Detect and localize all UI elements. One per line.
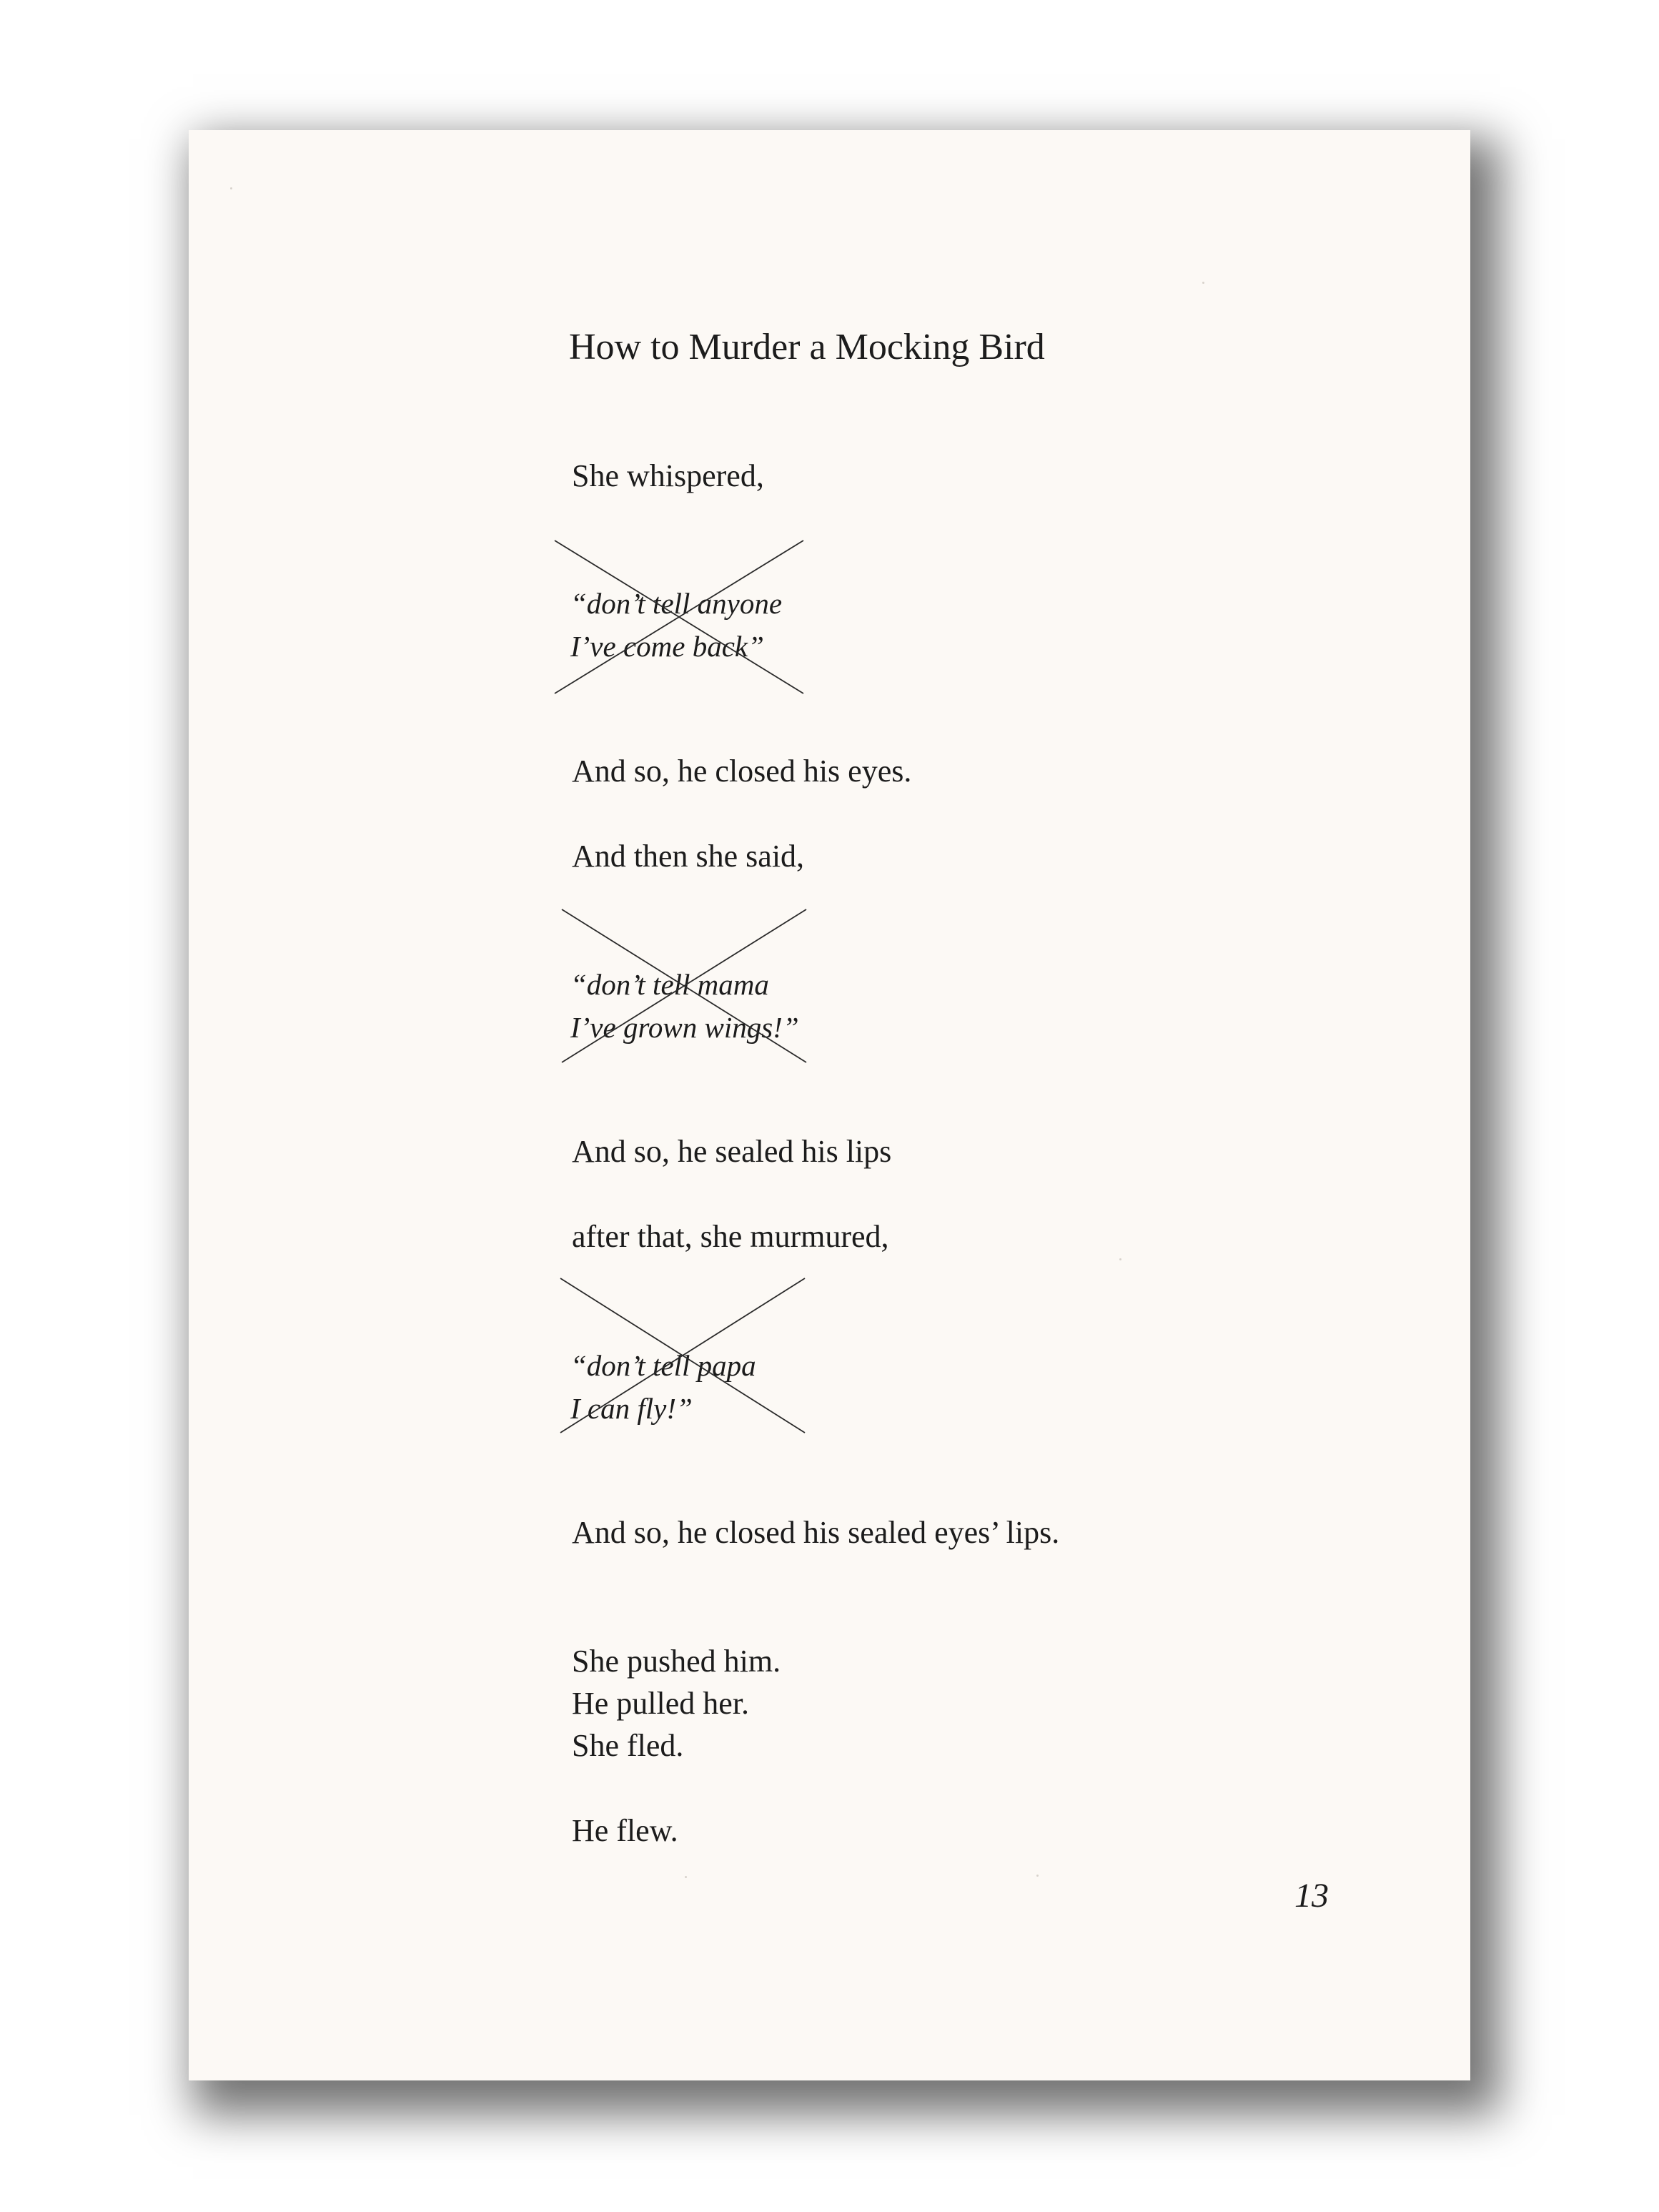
quote-line: I can fly!” xyxy=(570,1392,693,1425)
paper-speck xyxy=(1119,1258,1121,1260)
quote-line: “don’t tell anyone xyxy=(570,587,783,620)
strike-through-cross xyxy=(559,1277,806,1434)
poem-line: He flew. xyxy=(572,1813,678,1848)
poem-line: And so, he closed his eyes. xyxy=(572,754,912,789)
poem-line: And so, he closed his sealed eyes’ lips. xyxy=(572,1515,1060,1550)
poem-line: after that, she murmured, xyxy=(572,1219,889,1254)
poem-line: He pulled her. xyxy=(572,1686,750,1721)
paper-speck xyxy=(1036,1875,1039,1877)
quote-line: “don’t tell papa xyxy=(570,1349,756,1382)
paper-speck xyxy=(230,187,232,189)
poem-line: She whispered, xyxy=(572,458,764,493)
strike-through-cross xyxy=(553,539,805,695)
poem-line: And then she said, xyxy=(572,839,805,874)
poem-line: She pushed him. xyxy=(572,1644,781,1679)
poem-line: She fled. xyxy=(572,1728,684,1763)
paper-speck xyxy=(1202,282,1204,284)
quote-line: “don’t tell mama xyxy=(570,968,769,1001)
strike-through-cross xyxy=(560,908,808,1064)
quote-line: I’ve grown wings!” xyxy=(570,1011,799,1044)
poem-line: And so, he sealed his lips xyxy=(572,1134,892,1169)
book-page xyxy=(189,130,1470,2080)
poem-title: How to Murder a Mocking Bird xyxy=(569,327,1045,367)
page-number: 13 xyxy=(1294,1877,1329,1915)
quote-line: I’ve come back” xyxy=(570,630,764,663)
paper-speck xyxy=(685,1876,687,1878)
